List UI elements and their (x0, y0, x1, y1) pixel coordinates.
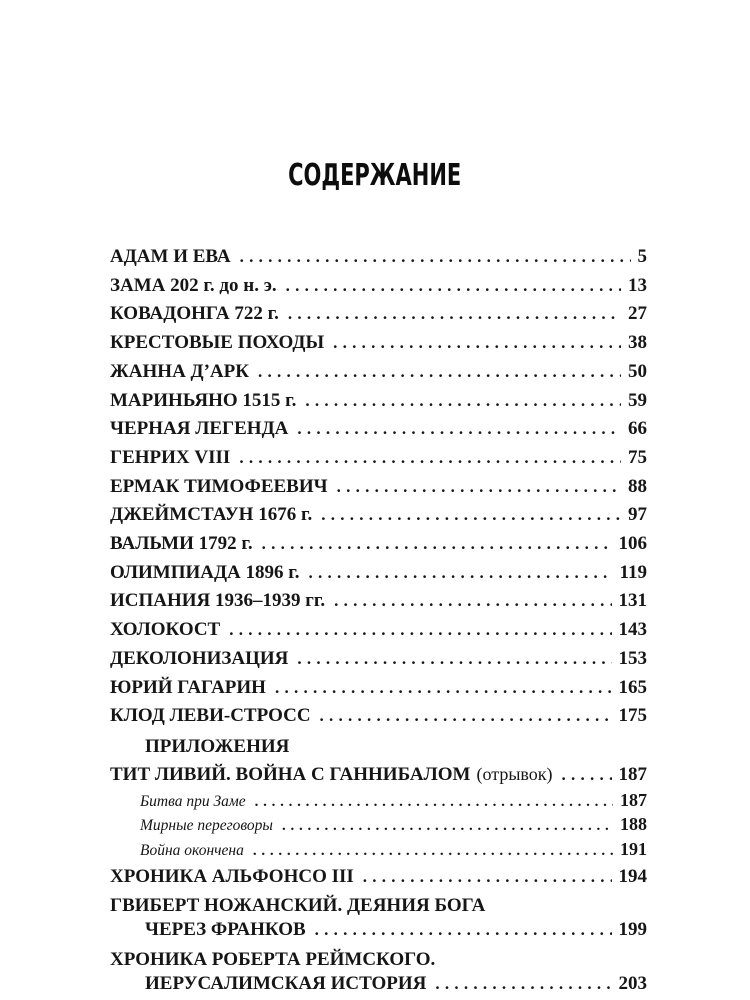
toc-entry-page: 175 (618, 705, 647, 727)
toc-entry (110, 387, 647, 416)
toc-entry (110, 559, 647, 588)
toc-entry-label-line2: ЧЕРЕЗ ФРАНКОВ (145, 918, 306, 940)
toc-entry-label-line2: ИЕРУСАЛИМСКАЯ ИСТОРИЯ (145, 972, 427, 994)
toc-entry (110, 358, 647, 387)
leader-dots (258, 358, 621, 387)
toc-entry-page: 38 (628, 332, 647, 354)
leader-dots (321, 501, 621, 530)
toc-entry-label: ХОЛОКОСТ (110, 619, 221, 641)
toc-entry-page: 194 (618, 866, 647, 888)
toc-entry (110, 444, 647, 473)
toc-entry-page: 131 (618, 590, 647, 612)
page-title: СОДЕРЖАНИЕ (288, 158, 462, 193)
leader-dots (288, 300, 621, 329)
toc-entry (110, 329, 647, 358)
leader-dots (240, 243, 631, 272)
toc-entry (110, 473, 647, 502)
toc-entry-page: 13 (628, 274, 647, 296)
toc-entry (110, 616, 647, 645)
toc-entry (110, 702, 647, 731)
toc-entry-label: МАРИНЬЯНО 1515 г. (110, 389, 297, 411)
title-wrap (0, 158, 750, 193)
toc-entry-guibert (110, 894, 647, 941)
toc-entry-label-line1: ГВИБЕРТ НОЖАНСКИЙ. ДЕЯНИЯ БОГА (110, 895, 486, 917)
leader-dots (435, 972, 611, 996)
toc-entry-label: КОВАДОНГА 722 г. (110, 303, 279, 325)
toc-subentry (110, 813, 647, 838)
toc-entry-page: 5 (637, 246, 647, 267)
leader-dots (309, 559, 613, 588)
leader-dots (275, 674, 612, 703)
toc-entry-label: ЮРИЙ ГАГАРИН (110, 676, 266, 698)
toc-entry-label: КРЕСТОВЫЕ ПОХОДЫ (110, 332, 325, 354)
toc-entry (110, 674, 647, 703)
toc-entry-label: ОЛИМПИАДА 1896 г. (110, 561, 300, 583)
toc-entry-robert (110, 948, 647, 995)
toc-entry (110, 645, 647, 674)
toc-entry (110, 272, 647, 301)
toc-entry-label: КЛОД ЛЕВИ-СТРОСС (110, 705, 311, 727)
toc-entry-line2 (110, 972, 647, 996)
leader-dots (320, 702, 612, 731)
toc-entry-label: ЕРМАК ТИМОФЕЕВИЧ (110, 475, 328, 497)
toc-entry-label: ЧЕРНАЯ ЛЕГЕНДА (110, 418, 289, 440)
appendix-section-header: ПРИЛОЖЕНИЯ (145, 735, 290, 757)
toc-entry-alfonso (110, 863, 647, 891)
toc-entry-page: 88 (628, 475, 647, 497)
toc-entry (110, 530, 647, 559)
toc-entry-label: ГЕНРИХ VIII (110, 446, 231, 468)
toc-entry-page: 59 (628, 389, 647, 411)
toc-entry-label: ЗАМА 202 г. до н. э. (110, 274, 277, 296)
leader-dots (255, 790, 613, 814)
toc-entry-label: ЖАННА Д’АРК (110, 360, 250, 382)
toc-entry (110, 587, 647, 616)
toc-entry-page: 97 (628, 504, 647, 526)
toc-entry-page: 106 (618, 533, 647, 555)
toc-entry-suffix: (отрывок) (476, 763, 553, 784)
toc-entry-page: 66 (628, 418, 647, 440)
toc-entry-label: ВАЛЬМИ 1792 г. (110, 533, 253, 555)
toc-subentry-label: Битва при Заме (140, 792, 246, 810)
leader-dots (562, 761, 612, 789)
toc-entry-page: 187 (618, 763, 647, 785)
toc-entry-page: 143 (618, 619, 647, 641)
table-of-contents (110, 243, 647, 995)
leader-dots (229, 616, 611, 645)
toc-subentry-label: Война окончена (140, 841, 244, 859)
leader-dots (282, 814, 613, 838)
toc-entry-page: 199 (618, 918, 647, 940)
toc-entry (110, 415, 647, 444)
toc-entry-label: ИСПАНИЯ 1936–1939 гг. (110, 590, 326, 612)
leader-dots (239, 444, 621, 473)
leader-dots (297, 645, 611, 674)
toc-entry-label: ТИТ ЛИВИЙ. ВОЙНА С ГАННИБАЛОМ (110, 763, 471, 785)
leader-dots (334, 587, 611, 616)
leader-dots (305, 387, 621, 416)
toc-entry-page: 165 (618, 676, 647, 698)
leader-dots (337, 473, 621, 502)
toc-entry (110, 300, 647, 329)
toc-entry-label: ДЖЕЙМСТАУН 1676 г. (110, 504, 313, 526)
leader-dots (286, 272, 621, 301)
toc-subentry-page: 191 (620, 838, 647, 859)
leader-dots (315, 918, 612, 942)
toc-subentry-page: 187 (620, 789, 647, 810)
toc-entry-livy (110, 760, 647, 789)
leader-dots (333, 329, 621, 358)
leader-dots (363, 863, 612, 891)
toc-entry-page: 50 (628, 360, 647, 382)
leader-dots (297, 415, 621, 444)
toc-entry (110, 501, 647, 530)
toc-subentry-page: 188 (620, 814, 647, 835)
toc-entry-label: ХРОНИКА АЛЬФОНСО III (110, 866, 354, 888)
toc-entry-page: 119 (619, 561, 647, 583)
toc-subentry (110, 838, 647, 863)
toc-entry (110, 243, 647, 272)
toc-subentry-label: Мирные переговоры (140, 817, 273, 835)
toc-entry-label-line1: ХРОНИКА РОБЕРТА РЕЙМСКОГО. (110, 949, 436, 971)
toc-entry-label: АДАМ И ЕВА (110, 246, 231, 267)
toc-entry-label: ДЕКОЛОНИЗАЦИЯ (110, 647, 289, 669)
toc-entry-page: 27 (628, 303, 647, 325)
toc-entry-line2 (110, 918, 647, 942)
leader-dots (262, 530, 612, 559)
leader-dots (253, 839, 613, 863)
toc-entry-page: 203 (618, 972, 647, 994)
toc-entry-page: 153 (618, 647, 647, 669)
toc-subentry (110, 789, 647, 814)
toc-entry-page: 75 (628, 446, 647, 468)
